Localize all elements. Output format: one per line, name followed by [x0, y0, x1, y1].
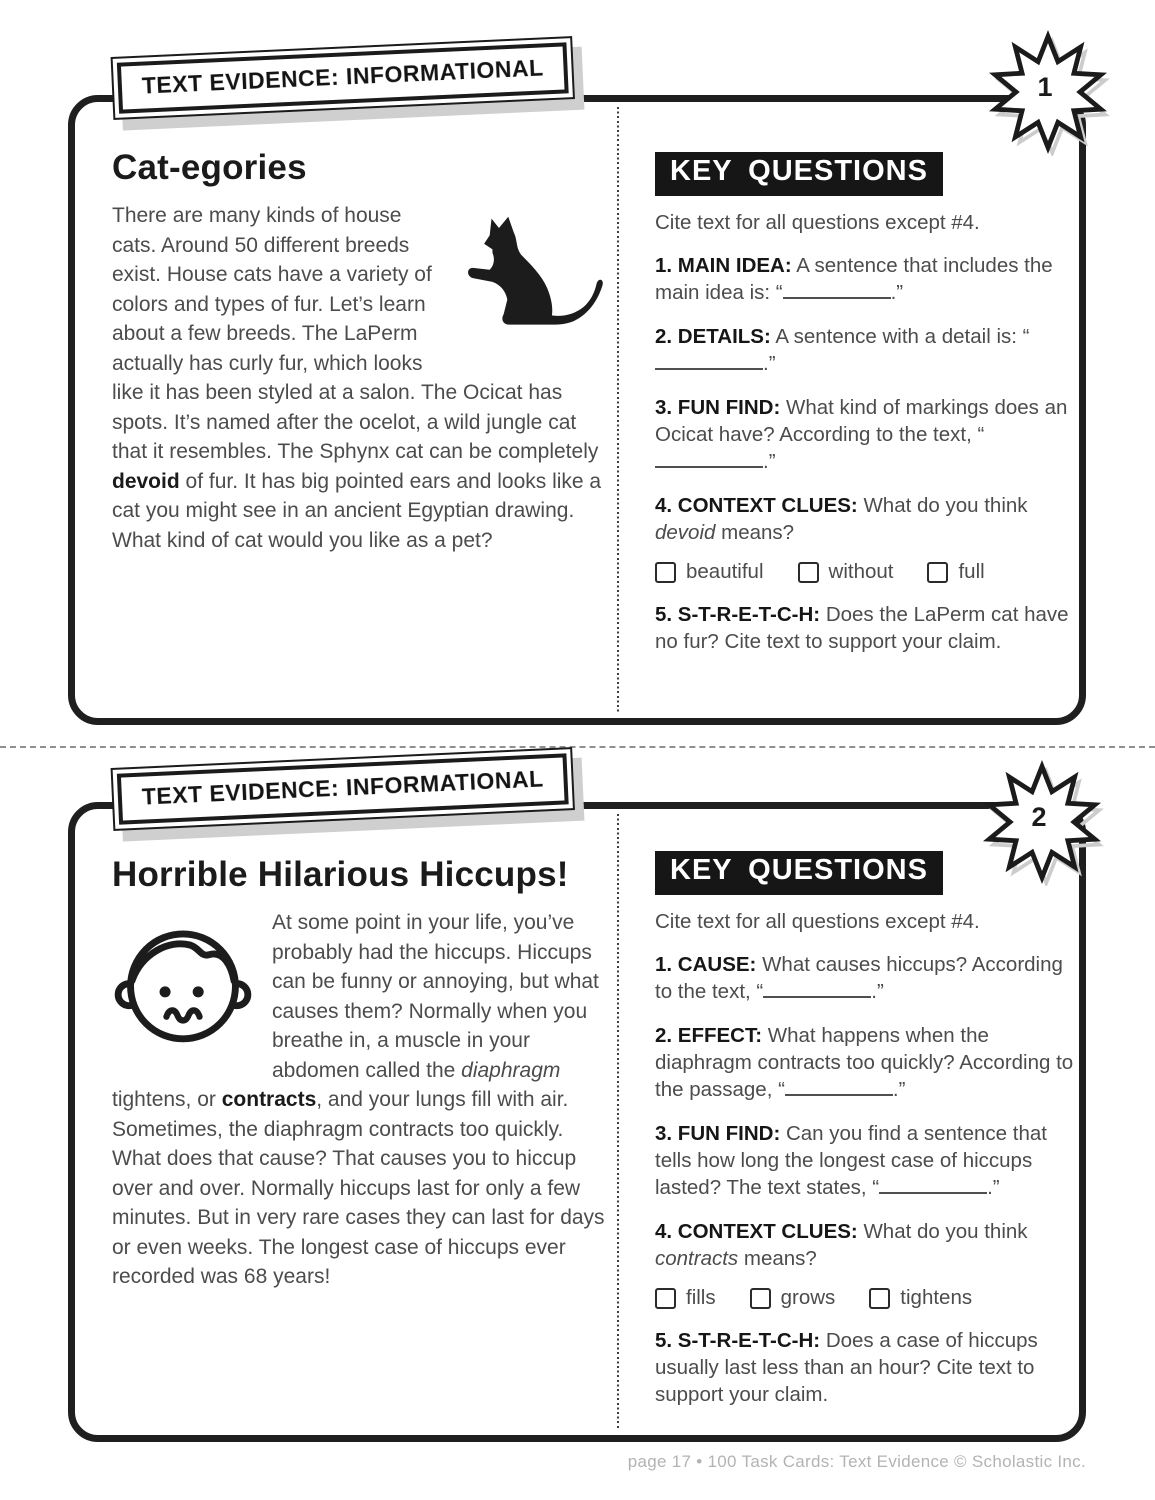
checkbox[interactable]	[869, 1288, 890, 1309]
option-label: tightens	[900, 1286, 973, 1309]
black-cat-icon	[459, 205, 617, 373]
card-type-label: TEXT EVIDENCE: INFORMATIONAL	[117, 753, 569, 824]
checkbox[interactable]	[798, 562, 819, 583]
passage-column	[75, 102, 617, 718]
questions-column	[619, 102, 1079, 718]
card-type-label: TEXT EVIDENCE: INFORMATIONAL	[117, 42, 569, 113]
option-label: beautiful	[686, 560, 764, 583]
question-label: 5. S-T-R-E-T-C-H:	[655, 603, 821, 626]
key-questions-intro: Cite text for all questions except #4.	[655, 211, 980, 234]
question-label: 2. EFFECT:	[655, 1024, 763, 1047]
card-columns	[75, 102, 1079, 718]
card-divider-dashed	[0, 746, 1155, 748]
option-2	[798, 560, 894, 584]
option-label: full	[958, 560, 985, 583]
question-label: 5. S-T-R-E-T-C-H:	[655, 1329, 821, 1352]
key-questions-header: KEY QUESTIONS	[655, 851, 943, 895]
checkbox[interactable]	[655, 1288, 676, 1309]
passage-title: Cat-egories	[112, 148, 307, 187]
task-card-1	[68, 95, 1086, 725]
question-text: What kind of markings does an Ocicat have? According to the text, “.”	[655, 396, 1068, 473]
question-text: What causes hiccups? According to the text, “ .”	[655, 953, 1063, 1003]
option-3	[869, 1286, 972, 1310]
question-5	[655, 1327, 1075, 1408]
question-text: Does a case of hiccups usually last less than an hour? Cite text to support your claim.	[655, 1329, 1038, 1406]
option-1	[655, 1286, 716, 1310]
checkbox[interactable]	[927, 562, 948, 583]
passage-text	[112, 908, 617, 1292]
question-4	[655, 1218, 1075, 1272]
page-footer: page 17 • 100 Task Cards: Text Evidence © Scholastic Inc.	[627, 1452, 1086, 1471]
question-1	[655, 951, 1075, 1005]
question-2	[655, 323, 1075, 377]
passage-title: Horrible Hilarious Hiccups!	[112, 855, 569, 894]
question-4	[655, 492, 1075, 546]
question-label: 3. FUN FIND:	[655, 1122, 781, 1145]
question-text: What do you think contracts means?	[655, 1220, 1028, 1270]
checkbox[interactable]	[750, 1288, 771, 1309]
question-label: 4. CONTEXT CLUES:	[655, 494, 858, 517]
question-text: What happens when the diaphragm contracts too quickly? According to the passage, “ .”	[655, 1024, 1074, 1101]
question-label: 4. CONTEXT CLUES:	[655, 1220, 858, 1243]
card-number-badge	[978, 758, 1106, 886]
question-text: What do you think devoid means?	[655, 494, 1028, 544]
card-columns	[75, 809, 1079, 1435]
question-label: 3. FUN FIND:	[655, 396, 781, 419]
option-label: grows	[780, 1286, 836, 1309]
card-number: 2	[1031, 802, 1047, 832]
question-label: 2. DETAILS:	[655, 325, 771, 348]
option-1	[655, 560, 764, 584]
answer-options	[655, 1286, 1075, 1310]
passage-text	[112, 201, 617, 555]
question-text: Can you find a sentence that tells how long the longest case of hiccups lasted? The text states, “ .”	[655, 1122, 1047, 1199]
question-3	[655, 394, 1075, 475]
question-3	[655, 1120, 1075, 1201]
option-label: fills	[686, 1286, 716, 1309]
question-text: A sentence with a detail is: “.”	[655, 325, 1029, 375]
passage-column	[75, 809, 617, 1435]
boy-face-icon	[114, 912, 252, 1062]
question-label: 1. MAIN IDEA:	[655, 254, 792, 277]
task-card-2	[68, 802, 1086, 1442]
checkbox[interactable]	[655, 562, 676, 583]
answer-options	[655, 560, 1075, 584]
option-3	[927, 560, 984, 584]
question-text: Does the LaPerm cat have no fur? Cite text to support your claim.	[655, 603, 1069, 653]
option-2	[750, 1286, 836, 1310]
question-text: A sentence that includes the main idea is: “ .”	[655, 254, 1053, 304]
question-5	[655, 601, 1075, 655]
question-2	[655, 1022, 1075, 1103]
questions-column	[619, 809, 1079, 1435]
key-questions-intro: Cite text for all questions except #4.	[655, 910, 980, 933]
question-label: 1. CAUSE:	[655, 953, 757, 976]
key-questions-header: KEY QUESTIONS	[655, 152, 943, 196]
passage-body: At some point in your life, you’ve probably had the hiccups. Hiccups can be funny or annoying, but what causes them? Normally when you breathe in, a muscle in your abdomen called the diaphragm tightens, or contracts, and your lungs fill with air. Sometimes, the diaphragm contracts too quickly. What does that cause? That causes you to hiccup over and over. Normally hiccups last for only a few minutes. But in very rare cases they can last for days or even weeks. The longest case of hiccups ever recorded was 68 years!	[112, 911, 605, 1288]
card-number: 1	[1037, 72, 1053, 102]
question-1	[655, 252, 1075, 306]
option-label: without	[828, 560, 894, 583]
passage-body: There are many kinds of house cats. Around 50 different breeds exist. House cats have a variety of colors and types of fur. Let’s learn about a few breeds. The LaPerm actually has curly fur, which looks like it has been styled at a salon. The Ocicat has spots. It’s named after the ocelot, a wild jungle cat that it resembles. The Sphynx cat can be completely devoid of fur. It has big pointed ears and looks like a cat you might see in an ancient Egyptian drawing. What kind of cat would you like as a pet?	[112, 204, 602, 552]
card-number-badge	[984, 28, 1112, 156]
